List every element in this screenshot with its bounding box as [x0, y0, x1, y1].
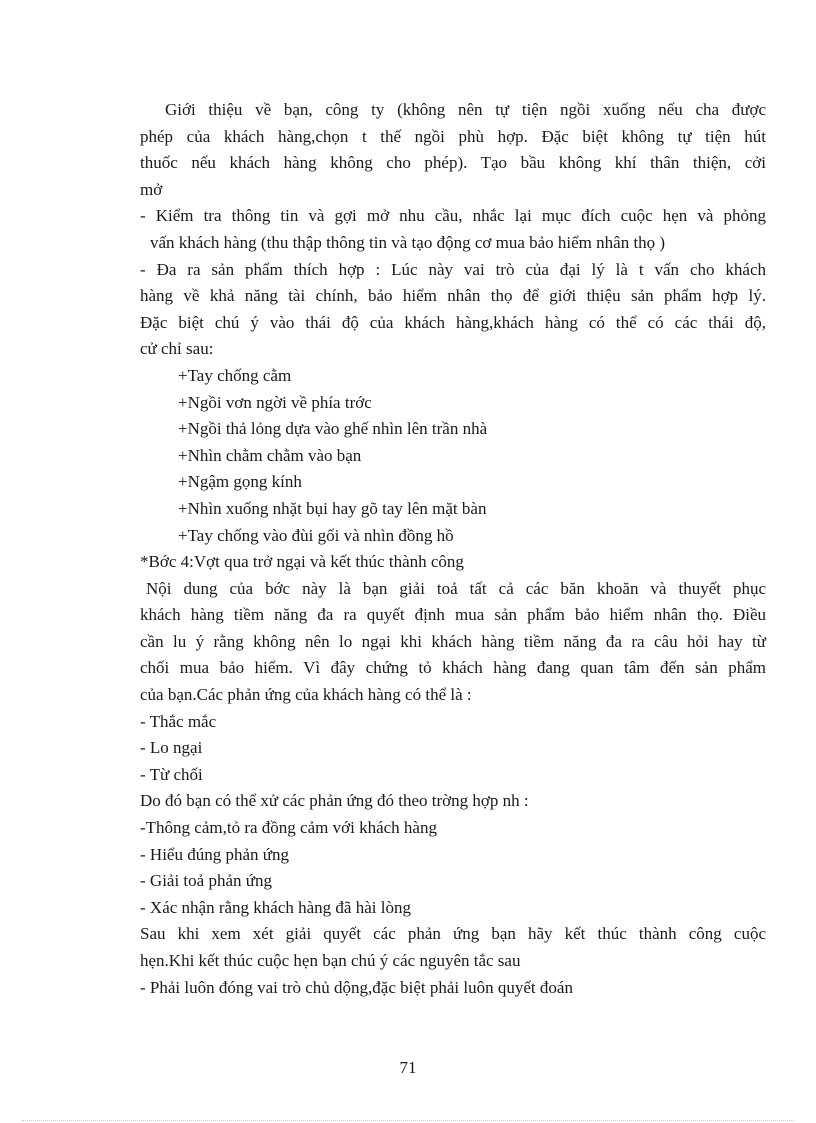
list-item: +Tay chống cằm	[178, 365, 292, 385]
section-heading: *Bớc 4:Vợt qua trở ngại và kết thúc thành công	[140, 552, 464, 572]
text-line: khách hàng tiềm năng đa ra quyết định mua sản phẩm bảo hiểm nhân thọ. Điều	[140, 605, 766, 625]
text-line: Nội dung của bớc này là bạn giải toả tất cả các băn khoăn và thuyết phục	[146, 578, 766, 598]
text-line: - Kiểm tra thông tin và gợi mở nhu cầu, nhắc lại mục đích cuộc hẹn và phỏng	[140, 206, 766, 226]
text-line: cử chỉ sau:	[140, 339, 214, 359]
text-line: cần lu ý rằng không nên lo ngại khi khách hàng tiềm năng đa ra câu hỏi hay từ	[140, 631, 766, 651]
list-item: - Giải toả phản ứng	[140, 871, 272, 891]
text-line: - Phải luôn đóng vai trò chủ dộng,đặc biệt phải luôn quyết đoán	[140, 977, 573, 997]
text-line: Sau khi xem xét giải quyết các phản ứng bạn hãy kết thúc thành công cuộc	[140, 924, 766, 944]
text-line: của bạn.Các phản ứng của khách hàng có thể là :	[140, 685, 472, 705]
list-item: +Ngồi thả lỏng dựa vào ghế nhìn lên trần nhà	[178, 419, 488, 439]
list-item: - Hiểu đúng phản ứng	[140, 844, 289, 864]
list-item: +Tay chống vào đùi gối và nhìn đồng hồ	[178, 525, 454, 545]
text-line: chối mua bảo hiểm. Vì đây chứng tỏ khách hàng đang quan tâm đến sản phẩm	[140, 658, 766, 678]
page-border-rule	[22, 1120, 794, 1121]
list-item: +Ngồi vơn ngời về phía trớc	[178, 392, 372, 412]
list-item: - Thắc mắc	[140, 711, 217, 731]
list-item: - Lo ngại	[140, 738, 203, 758]
list-item: +Ngậm gọng kính	[178, 472, 302, 492]
body-text	[140, 97, 766, 1001]
text-line: Đặc biệt chú ý vào thái độ của khách hàng,khách hàng có thể có các thái độ,	[140, 312, 766, 332]
list-item: - Xác nhận rằng khách hàng đã hài lòng	[140, 897, 411, 917]
text-line: thuốc nếu khách hàng không cho phép). Tạo bầu không khí thân thiện, cởi	[140, 153, 766, 173]
list-item: - Từ chối	[140, 764, 203, 784]
list-item: -Thông cảm,tỏ ra đồng cảm với khách hàng	[140, 818, 437, 838]
list-item: +Nhìn xuống nhặt bụi hay gõ tay lên mặt bàn	[178, 498, 487, 518]
text-line: - Đa ra sản phẩm thích hợp : Lúc này vai trò của đại lý là t vấn cho khách	[140, 259, 766, 279]
text-line: phép của khách hàng,chọn t thế ngồi phù hợp. Đặc biệt không tự tiện hút	[140, 126, 766, 146]
page-number: 71	[399, 1058, 417, 1077]
text-line: mở	[140, 179, 163, 199]
text-line: hàng về khả năng tài chính, bảo hiểm nhân thọ để giới thiệu sản phẩm hợp lý.	[140, 286, 766, 306]
text-line: Do đó bạn có thể xử các phản ứng đó theo trờng hợp nh :	[140, 791, 529, 811]
text-line: vấn khách hàng (thu thập thông tin và tạo động cơ mua bảo hiểm nhân thọ )	[150, 232, 666, 252]
text-line: Giới thiệu về bạn, công ty (không nên tự tiện ngồi xuống nếu cha được	[165, 100, 766, 119]
text-line: hẹn.Khi kết thúc cuộc hẹn bạn chú ý các nguyên tắc sau	[140, 951, 521, 970]
list-item: +Nhìn chằm chằm vào bạn	[178, 445, 362, 465]
